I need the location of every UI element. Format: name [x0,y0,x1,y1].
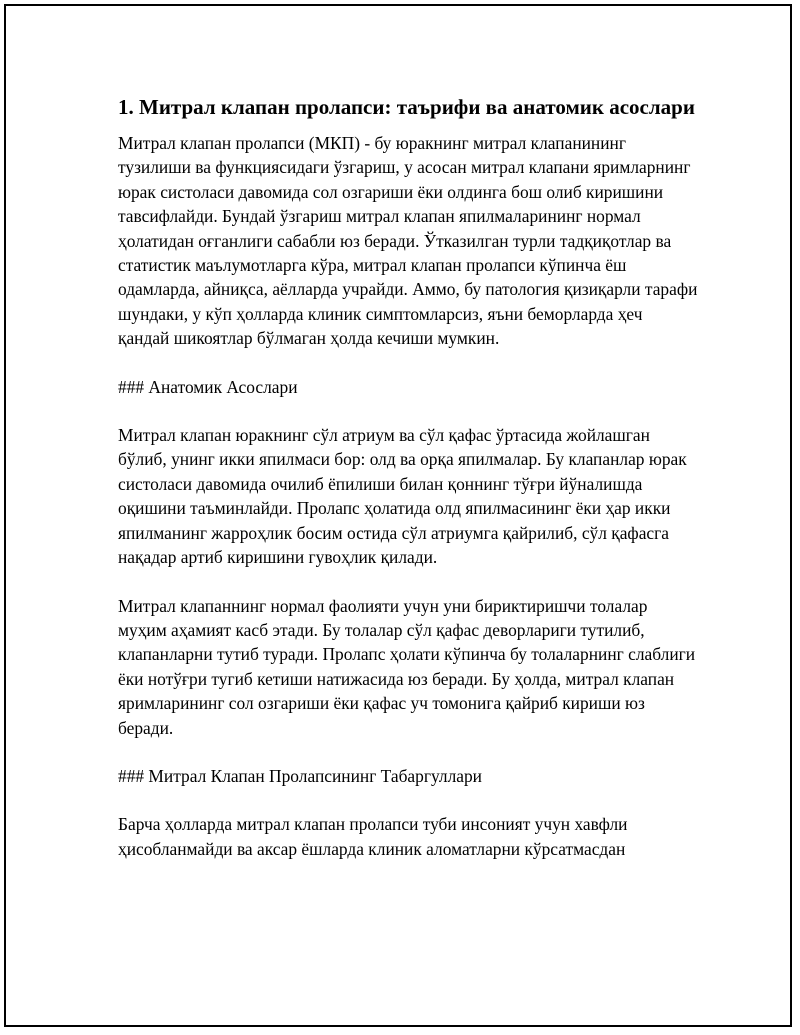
subheading-complications: ### Митрал Клапан Пролапсининг Табаргуллари [118,765,482,786]
anatomy-paragraph: Митрал клапан юракнинг сўл атриум ва сўл қафас ўртасида жойлашган бўлиб, унинг икки япилмаси бор: олд ва орқа япилмалар. Бу клапанлар юрак систоласи давомида очилиб ёпилиши билан қоннинг тўғри йўналишда оқишини таъминлайди. Пролапс ҳолатида олд япилмасининг ёки ҳар икки япилманинг жарроҳлик босим остида сўл атриумга қайрилиб, сўл қафасга нақадар артиб киришини гувоҳлик қилади. [118,425,687,568]
spacer [118,570,698,594]
complications-paragraph: Барча ҳолларда митрал клапан пролапси туби инсоният учун хавфли ҳисобланмайди ва аксар ёшларда клиник аломатларни кўрсатмасдан [118,814,628,859]
intro-paragraph: Митрал клапан пролапси (МКП) - бу юракнинг митрал клапанининг тузилиши ва функциясидаги ўзгариш, у асосан митрал клапани яримларнинг юрак систоласи давомида сол озгариши ёки олдинга бош олиб киришини тавсифлайди. Бундай ўзгариш митрал клапан япилмаларининг нормал ҳолатидан оғганлиги сабабли юз беради. Ўтказилган турли тадқиқотлар ва статистик маълумотларга кўра, митрал клапан пролапси кўпинча ёш одамларда, айниқса, аёлларда учрайди. Аммо, бу патология қизиқарли тарафи шундаки, у кўп ҳолларда клиник симптомларсиз, яъни беморларда ҳеч қандай шикоятлар бўлмаган ҳолда кечиши мумкин. [118,133,698,349]
chordae-paragraph: Митрал клапаннинг нормал фаолияти учун уни бириктиришчи толалар муҳим аҳамият касб этади. Бу толалар сўл қафас деворлариги тутилиб, клапанларни тутиб туради. Пролапс ҳолати кўпинча бу толаларнинг слаблиги ёки нотўғри тугиб кетиши натижасида юз беради. Бу ҳолда, митрал клапан яримларининг сол озгариши ёки қафас уч томонига қайриб кириши юз беради. [118,595,696,738]
subheading-anatomy: ### Анатомик Асослари [118,376,298,397]
document-body [118,92,698,861]
spacer [118,351,698,375]
spacer [118,740,698,764]
section-title: 1. Митрал клапан пролапси: таърифи ва анатомик асослари [118,95,695,119]
spacer [118,788,698,812]
spacer [118,399,698,423]
